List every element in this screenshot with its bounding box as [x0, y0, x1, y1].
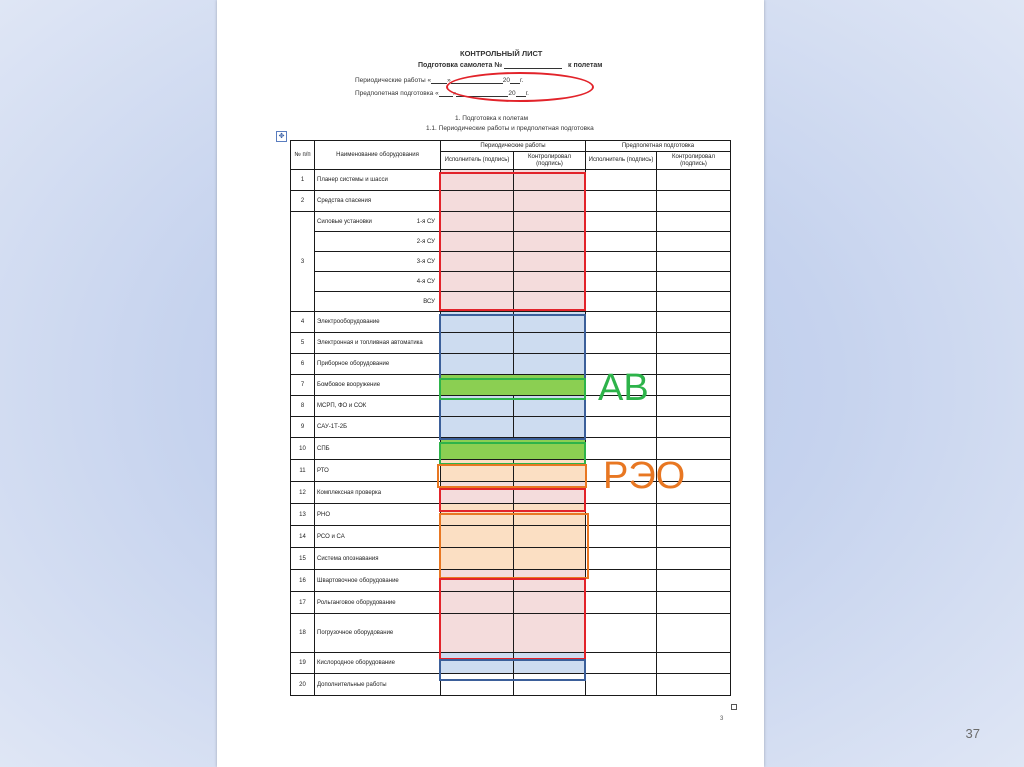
cell-controller-2: [657, 526, 731, 548]
row-name: Погрузочное оборудование: [315, 614, 441, 653]
cell-controller-2: [657, 548, 731, 570]
cell-controller-2: [657, 504, 731, 526]
cell-controller-2: [657, 614, 731, 653]
blue-box-oxygen: [439, 659, 586, 681]
row-name: 2-я СУ: [315, 232, 441, 252]
row-number: 12: [291, 482, 315, 504]
row-name: САУ-1Т-2Б: [315, 417, 441, 438]
subtitle-suffix: к полетам: [568, 62, 603, 69]
cell-controller-2: [657, 292, 731, 312]
row-number: 10: [291, 438, 315, 460]
row-name: Швартовочное оборудование: [315, 570, 441, 592]
year-suffix-2: г.: [525, 90, 529, 97]
cell-executor-2: [586, 170, 657, 191]
row-number: 20: [291, 674, 315, 696]
row-name: [315, 212, 441, 232]
row-number: 13: [291, 504, 315, 526]
red-box-bottom: [439, 578, 586, 660]
row-name: Дополнительные работы: [315, 674, 441, 696]
highlight-ellipse: [446, 72, 594, 102]
cell-controller-2: [657, 375, 731, 396]
aircraft-number-blank: [504, 61, 562, 69]
row-name: РСО и СА: [315, 526, 441, 548]
cell-executor-2: [586, 614, 657, 653]
row-number: 5: [291, 333, 315, 354]
cell-executor-2: [586, 504, 657, 526]
cell-executor-2: [586, 570, 657, 592]
cell-controller-2: [657, 674, 731, 696]
table-move-handle-icon[interactable]: ✥: [276, 131, 287, 142]
orange-box-rno: [439, 513, 589, 579]
header-periodic: Периодические работы: [441, 141, 586, 152]
row-number: 18: [291, 614, 315, 653]
header-preflight: Предполетная подготовка: [586, 141, 731, 152]
orange-box-rto: [437, 464, 587, 488]
cell-controller-2: [657, 570, 731, 592]
row-number: 7: [291, 375, 315, 396]
row-name: Бомбовое вооружение: [315, 375, 441, 396]
cell-controller-2: [657, 312, 731, 333]
row-number: 14: [291, 526, 315, 548]
resize-handle-icon[interactable]: [731, 704, 737, 710]
cell-controller-2: [657, 212, 731, 232]
cell-executor-2: [586, 548, 657, 570]
row-number: 8: [291, 396, 315, 417]
cell-executor-2: [586, 417, 657, 438]
cell-executor-2: [586, 292, 657, 312]
green-box-spb: [439, 442, 586, 465]
row-name-text: Силовые установки: [317, 218, 372, 225]
cell-executor-2: [586, 191, 657, 212]
row-number: 6: [291, 354, 315, 375]
green-box-av: [439, 378, 586, 400]
quote-close-2: »: [452, 90, 457, 97]
cell-executor-2: [586, 272, 657, 292]
row-number: 3: [291, 212, 315, 312]
row-name: Электронная и топливная автоматика: [315, 333, 441, 354]
row-number: 19: [291, 653, 315, 674]
cell-controller-2: [657, 417, 731, 438]
page-number: 3: [720, 716, 724, 722]
row-name: РНО: [315, 504, 441, 526]
row-name: Средства спасения: [315, 191, 441, 212]
row-name: ВСУ: [315, 292, 441, 312]
document-subtitle: [418, 61, 602, 69]
row-name: 4-я СУ: [315, 272, 441, 292]
reo-annotation: РЭО: [603, 455, 686, 497]
red-box-complex: [439, 488, 586, 512]
cell-executor-2: [586, 212, 657, 232]
row-name: РТО: [315, 460, 441, 482]
row-name: Рольганговое оборудование: [315, 592, 441, 614]
row-name: Планер системы и шасси: [315, 170, 441, 191]
cell-executor-2: [586, 312, 657, 333]
header-executor-2: Исполнитель (подпись): [586, 152, 657, 170]
cell-executor-2: [586, 333, 657, 354]
av-annotation: АВ: [598, 367, 649, 409]
header-executor: Исполнитель (подпись): [441, 152, 514, 170]
cell-controller-2: [657, 272, 731, 292]
cell-controller-2: [657, 592, 731, 614]
header-controller: Контролировал (подпись): [514, 152, 586, 170]
row-number: 2: [291, 191, 315, 212]
quote-close: »: [447, 77, 451, 84]
row-number: 4: [291, 312, 315, 333]
row-number: 17: [291, 592, 315, 614]
preflight-label: Предполетная подготовка «: [355, 90, 439, 97]
cell-controller-2: [657, 252, 731, 272]
cell-controller-2: [657, 232, 731, 252]
cell-controller-2: [657, 170, 731, 191]
day-blank: [431, 76, 447, 84]
row-name: Система опознавания: [315, 548, 441, 570]
row-name: Электрооборудование: [315, 312, 441, 333]
year-suffix: г.: [519, 77, 524, 84]
subtitle-prefix: Подготовка самолета №: [418, 62, 503, 69]
row-number: 11: [291, 460, 315, 482]
row-subname-text: 1-я СУ: [416, 218, 435, 225]
row-name: Кислородное оборудование: [315, 653, 441, 674]
periodic-label: Периодические работы «: [355, 77, 432, 84]
row-name: СПБ: [315, 438, 441, 460]
year-prefix-2: 20: [508, 90, 516, 97]
row-name: МСРП, ФО и СОК: [315, 396, 441, 417]
row-number: 15: [291, 548, 315, 570]
row-name: 3-я СУ: [315, 252, 441, 272]
section-heading: 1. Подготовка к полетам: [455, 115, 529, 122]
header-name: Наименование оборудования: [315, 141, 441, 170]
header-controller-2: Контролировал (подпись): [657, 152, 731, 170]
row-number: 1: [291, 170, 315, 191]
cell-executor-2: [586, 653, 657, 674]
cell-executor-2: [586, 592, 657, 614]
cell-executor-2: [586, 526, 657, 548]
cell-controller-2: [657, 653, 731, 674]
row-name: Приборное оборудование: [315, 354, 441, 375]
cell-controller-2: [657, 333, 731, 354]
cell-controller-2: [657, 191, 731, 212]
slide-number: 37: [965, 726, 980, 741]
cell-executor-2: [586, 232, 657, 252]
row-number: 16: [291, 570, 315, 592]
header-num: № п/п: [291, 141, 315, 170]
blue-box: [439, 314, 586, 440]
cell-controller-2: [657, 396, 731, 417]
row-name: Комплексная проверка: [315, 482, 441, 504]
cell-executor-2: [586, 674, 657, 696]
document-title: КОНТРОЛЬНЫЙ ЛИСТ: [460, 49, 543, 58]
red-box-top: [439, 172, 586, 311]
cell-executor-2: [586, 252, 657, 272]
subsection-heading: 1.1. Периодические работы и предполетная подготовка: [426, 125, 594, 132]
row-number: 9: [291, 417, 315, 438]
year-prefix: 20: [502, 77, 510, 84]
cell-controller-2: [657, 354, 731, 375]
